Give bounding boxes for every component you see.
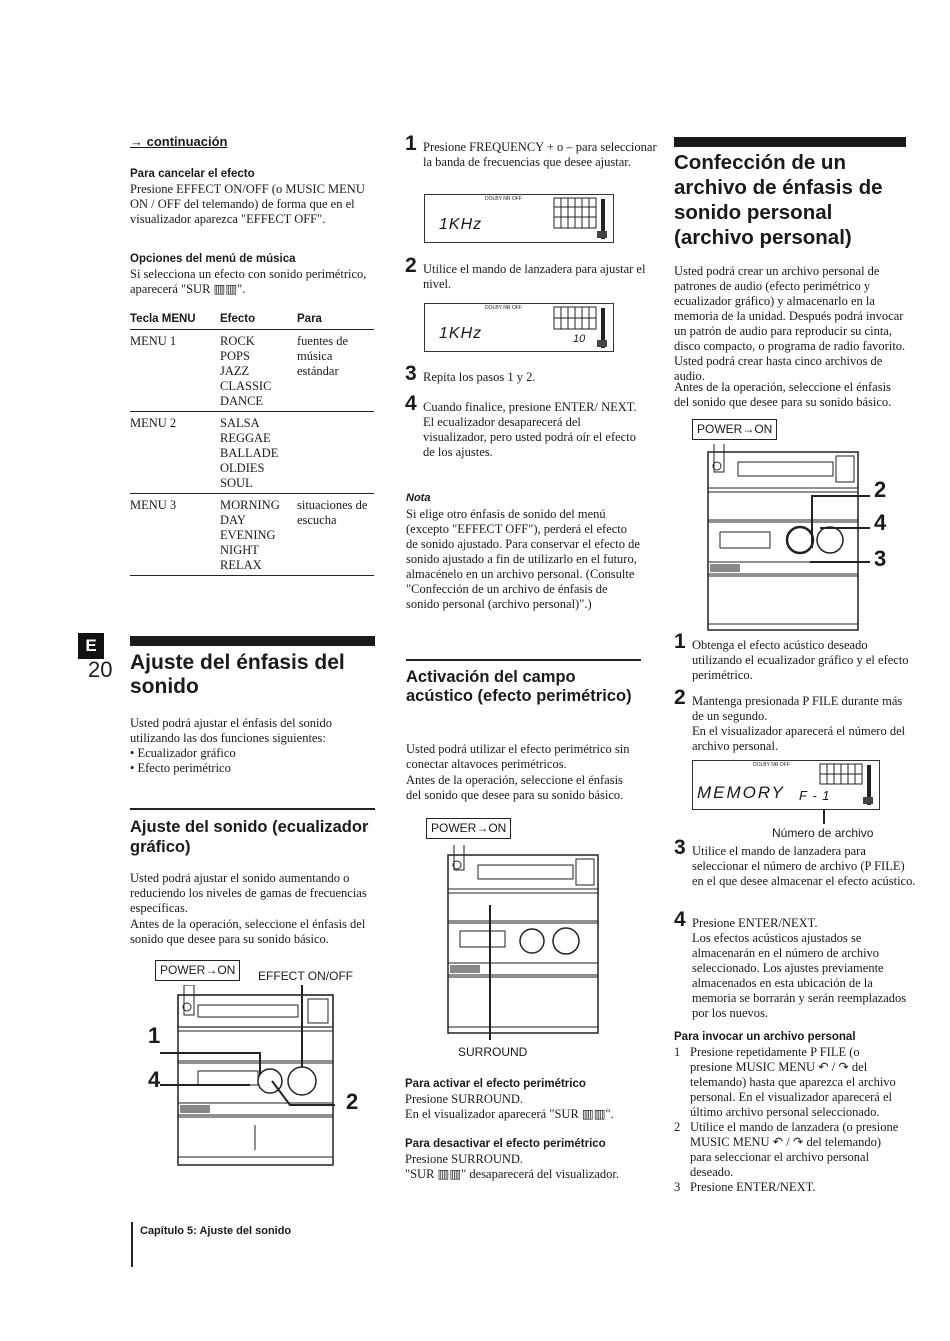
surround-text-2: Antes de la operación, seleccione el énfasis del sonido que desee para su sonido básico. xyxy=(406,773,624,802)
power-on-label: POWER→ON xyxy=(426,818,511,839)
eq-step-1: 1 Presione FREQUENCY + o – para seleccionar la banda de frecuencias que desee ajustar. xyxy=(405,132,657,169)
step-number: 3 xyxy=(405,362,417,385)
lcd-file: F - 1 xyxy=(799,788,831,803)
callout-4: 4 xyxy=(874,510,887,535)
invoke-heading: Para invocar un archivo personal xyxy=(674,1031,856,1043)
chapter-footer: Capítulo 5: Ajuste del sonido xyxy=(140,1225,292,1237)
section-intro: Usted podrá ajustar el énfasis del sonido utilizando las dos funciones siguientes: xyxy=(130,716,333,745)
continuation-label: → continuación xyxy=(130,134,228,149)
lcd-display-memory: DOLBY NR OFF MEMORY F - 1 xyxy=(692,760,880,810)
table-cell: SALSA REGGAE BALLADE OLDIES SOUL xyxy=(220,412,297,494)
callout-2: 2 xyxy=(346,1089,359,1114)
section-tab: E xyxy=(78,633,104,659)
step-number: 4 xyxy=(405,392,417,415)
step-number: 2 xyxy=(674,686,686,709)
surround-text: Usted podrá utilizar el efecto perimétrico sin conectar altavoces perimétricos. xyxy=(406,742,630,771)
table-header: Tecla MENU xyxy=(130,312,220,330)
list-item: • Efecto perimétrico xyxy=(130,761,231,775)
list-item: • Ecualizador gráfico xyxy=(130,746,236,760)
callout-4: 4 xyxy=(148,1067,161,1092)
file-step-2: 2 Mantenga presionada P FILE durante más de un segundo. En el visualizador aparecerá el número del archivo personal. xyxy=(674,686,906,753)
eq-text: Usted podrá ajustar el sonido aumentando o reduciendo los niveles de gamas de frecuencias específicas. xyxy=(130,871,367,915)
eq-bars-icon xyxy=(819,763,877,807)
divider xyxy=(130,808,375,810)
list-item: 3 Presione ENTER/NEXT. xyxy=(674,1180,816,1194)
section-bar xyxy=(674,137,906,147)
callout-3: 3 xyxy=(874,546,887,571)
note-text: Si elige otro énfasis de sonido del menú (excepto "EFFECT OFF"), perderá el efecto de sonido ajustado. Para conservar el efecto de sonido ajustado a fin de utilizarlo en el futuro, almacénelo en un archivo personal. (Consulte "Confección de un archivo de énfasis de sonido personal (archivo personal)".) xyxy=(406,507,640,611)
table-cell: MENU 3 xyxy=(130,494,220,576)
invoke-steps xyxy=(674,1045,904,1195)
step-number: 2 xyxy=(405,254,417,277)
eq-bars-icon xyxy=(553,197,609,239)
table-row xyxy=(130,412,374,494)
note-heading: Nota xyxy=(406,492,431,504)
lcd-text: 1KHz xyxy=(439,325,483,342)
activate-text: Presione SURROUND. xyxy=(405,1092,524,1106)
eq-step-4: 4 Cuando finalice, presione ENTER/ NEXT. El ecualizador desaparecerá del visualizador, pero usted podrá oír el efecto de los ajustes. xyxy=(405,392,637,459)
list-item: 2 Utilice el mando de lanzadera (o presione MUSIC MENU ↶ / ↷ del telemando) para seleccionar el archivo personal deseado. xyxy=(674,1120,899,1179)
personal-file-title: Confección de un archivo de énfasis de sonido personal (archivo personal) xyxy=(674,151,883,249)
cancel-effect-heading: Para cancelar el efecto xyxy=(130,168,255,180)
table-cell: fuentes de música estándar xyxy=(297,330,374,412)
stereo-illustration xyxy=(140,985,370,1175)
step-number: 4 xyxy=(674,908,686,931)
eq-bars-icon xyxy=(553,306,609,348)
activate-text-2: En el visualizador aparecerá "SUR ▥▥". xyxy=(405,1107,614,1121)
step-number: 3 xyxy=(674,836,686,859)
eq-heading: Ajuste del sonido (ecualizador gráfico) xyxy=(130,818,369,856)
pointer-line xyxy=(823,810,825,824)
footer-rule xyxy=(131,1222,133,1267)
step-number: 1 xyxy=(405,132,417,155)
section-title: Ajuste del énfasis del sonido xyxy=(130,651,345,698)
activate-heading: Para activar el efecto perimétrico xyxy=(405,1078,586,1090)
file-step-4: 4 Presione ENTER/NEXT. Los efectos acústicos ajustados se almacenarán en el número de archivo seleccionado. Los ajustes previamente almacenados en esta ubicación de la memoria se borrarán y serán reemplazados por los nuevos. xyxy=(674,908,907,1020)
power-on-label: POWER→ON xyxy=(692,419,777,440)
file-step-3: 3 Utilice el mando de lanzadera para seleccionar el número de archivo (P FILE) en el que desee almacenar el efecto acústico. xyxy=(674,836,916,888)
step-number: 1 xyxy=(674,630,686,653)
list-item: 1 Presione repetidamente P FILE (o presione MUSIC MENU ↶ / ↷ del telemando) hasta que aparezca el archivo personal. En el visualizador aparecerá el último archivo personal seleccionado. xyxy=(674,1045,896,1119)
divider xyxy=(406,659,641,661)
deactivate-heading: Para desactivar el efecto perimétrico xyxy=(405,1138,606,1150)
deactivate-text-2: "SUR ▥▥" desaparecerá del visualizador. xyxy=(405,1167,619,1181)
table-cell: ROCK POPS JAZZ CLASSIC DANCE xyxy=(220,330,297,412)
music-menu-table xyxy=(130,312,374,576)
table-row xyxy=(130,330,374,412)
callout-2: 2 xyxy=(874,477,887,502)
surround-heading: Activación del campo acústico (efecto perimétrico) xyxy=(406,668,632,705)
lcd-value: 10 xyxy=(573,333,586,345)
music-menu-heading: Opciones del menú de música xyxy=(130,253,296,265)
file-number-label: Número de archivo xyxy=(772,826,874,840)
personal-file-intro-2: Antes de la operación, seleccione el énfasis del sonido que desee para su sonido básico. xyxy=(674,380,892,409)
callout-1: 1 xyxy=(148,1023,161,1048)
table-cell: situaciones de escucha xyxy=(297,494,374,576)
effect-onoff-label: EFFECT ON/OFF xyxy=(258,969,354,983)
power-on-label: POWER→ON xyxy=(155,960,240,981)
cancel-effect-text: Presione EFFECT ON/OFF (o MUSIC MENU ON / OFF del telemando) de forma que en el visualizador aparezca "EFFECT OFF". xyxy=(130,182,365,226)
page-number: 20 xyxy=(88,657,113,682)
lcd-display-2: DOLBY NR OFF 1KHz 10 xyxy=(424,303,614,352)
table-header: Efecto xyxy=(220,312,297,330)
table-header: Para xyxy=(297,312,374,330)
table-row xyxy=(130,494,374,576)
eq-step-2: 2 Utilice el mando de lanzadera para ajustar el nivel. xyxy=(405,254,646,291)
feature-list xyxy=(130,746,236,776)
lcd-text: 1KHz xyxy=(439,216,483,233)
section-bar xyxy=(130,636,375,646)
stereo-illustration xyxy=(700,444,870,634)
lcd-text: MEMORY xyxy=(697,783,785,802)
deactivate-text: Presione SURROUND. xyxy=(405,1152,524,1166)
table-cell xyxy=(297,412,374,494)
table-cell: MENU 1 xyxy=(130,330,220,412)
eq-text-2: Antes de la operación, seleccione el énfasis del sonido que desee para su sonido básico. xyxy=(130,917,366,946)
music-menu-text: Si selecciona un efecto con sonido perimétrico, aparecerá "SUR ▥▥". xyxy=(130,267,367,296)
personal-file-intro: Usted podrá crear un archivo personal de patrones de audio (efecto perimétrico y ecualizador gráfico) y almacenarlo en la memoria de la unidad. Después podrá invocar un patrón de audio para reproducir su cinta, disco compacto, o programa de radio favorito. Usted podrá crear hasta cinco archivos de audio. xyxy=(674,264,906,383)
lcd-display-1: DOLBY NR OFF 1KHz xyxy=(424,194,614,243)
eq-step-3: 3 Repita los pasos 1 y 2. xyxy=(405,362,536,385)
file-step-1: 1 Obtenga el efecto acústico deseado utilizando el ecualizador gráfico y el efecto perimétrico. xyxy=(674,630,909,682)
stereo-illustration xyxy=(440,845,605,1040)
table-cell: MORNING DAY EVENING NIGHT RELAX xyxy=(220,494,297,576)
table-cell: MENU 2 xyxy=(130,412,220,494)
surround-label: SURROUND xyxy=(458,1045,528,1059)
